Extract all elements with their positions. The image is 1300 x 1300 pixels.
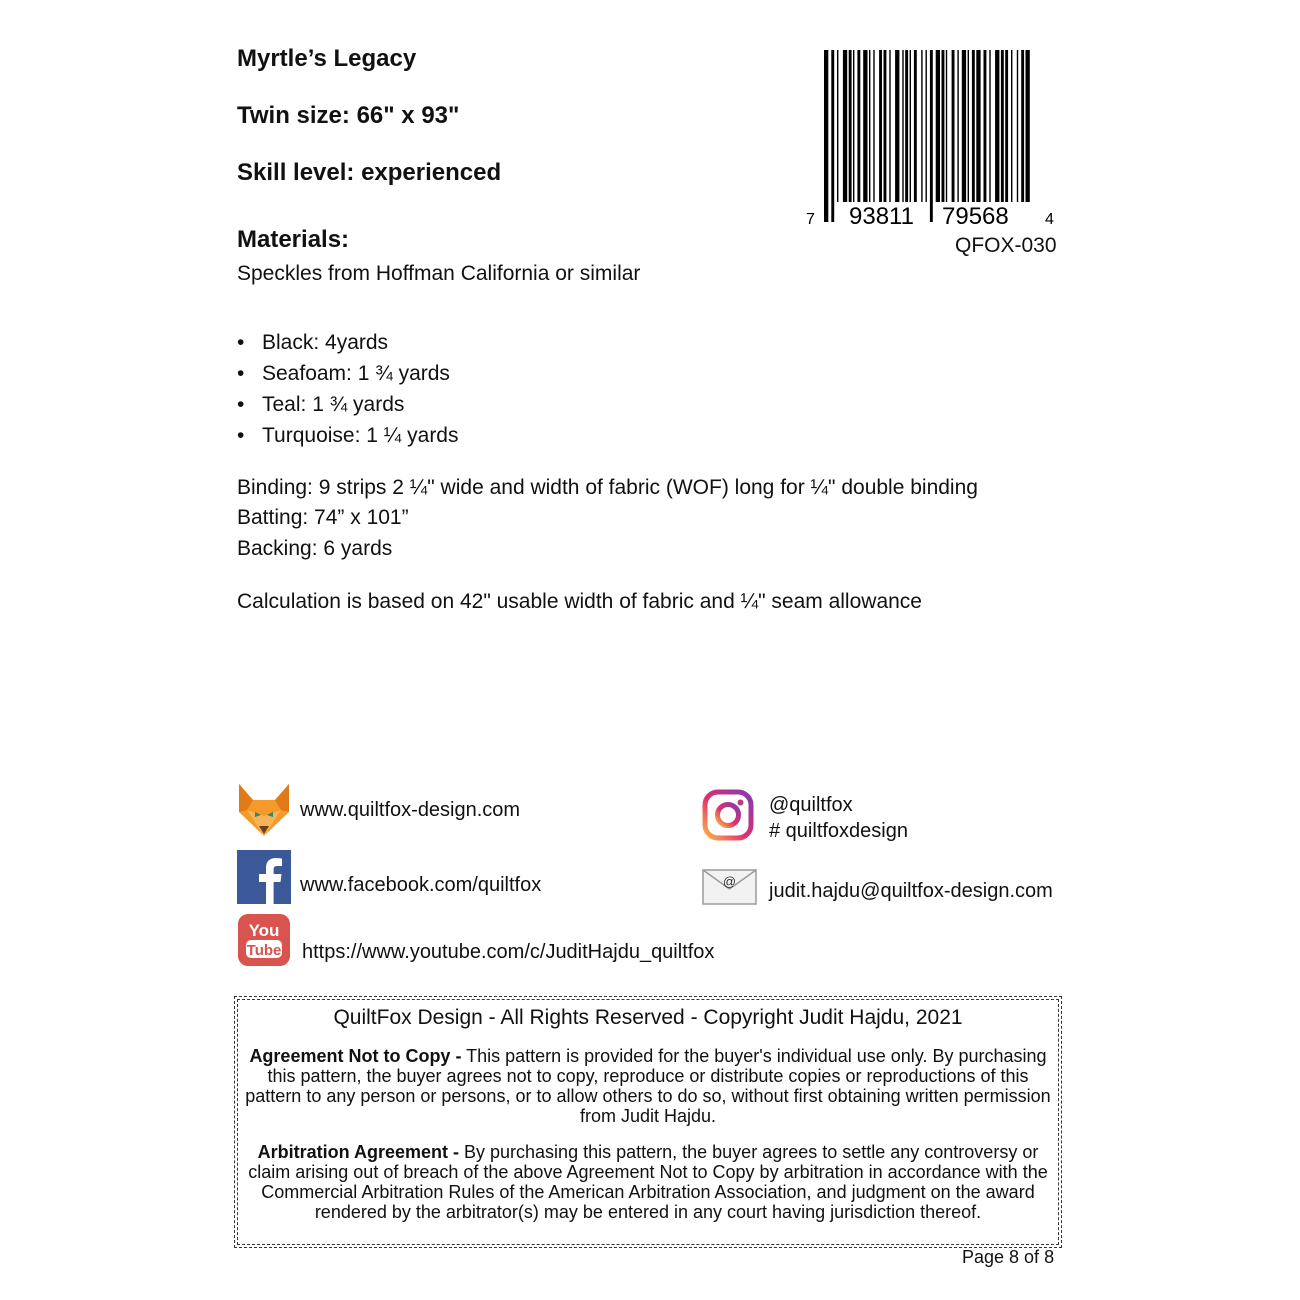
barcode-bar (957, 50, 958, 202)
yardage-black: Black: 4yards (262, 331, 389, 354)
youtube-link[interactable]: https://www.youtube.com/c/JuditHajdu_quiltfox (302, 941, 715, 963)
backing-spec: Backing: 6 yards (237, 537, 393, 560)
barcode-digit-check: 4 (1045, 211, 1054, 228)
barcode-bar (1026, 50, 1030, 202)
barcode-bar (824, 50, 828, 222)
barcode-bar (984, 50, 987, 202)
yardage-list (237, 330, 459, 454)
no-copy-title: Agreement Not to Copy - (249, 1046, 462, 1066)
instagram-handle[interactable]: @quiltfox (769, 794, 853, 816)
barcode-bar (930, 50, 933, 222)
yardage-teal: Teal: 1 ¾ yards (262, 393, 405, 416)
batting-spec: Batting: 74” x 101” (237, 506, 409, 529)
barcode-bar (946, 50, 947, 202)
barcode-bar (869, 50, 870, 202)
barcode-bar (831, 50, 834, 222)
list-item (237, 392, 459, 423)
no-copy-text: This pattern is provided for the buyer's individual use only. By purchasing this pattern, the buyer agrees not to copy, reproduce or distribute copies or reproductions of this pattern to any person or persons, or to allow others to do so, without first obtaining written permission from Judit Hajdu. (245, 1046, 1051, 1126)
list-item (237, 361, 459, 392)
barcode-bar (914, 50, 917, 202)
barcode-bar (1021, 50, 1024, 202)
youtube-logo-text: Tube (246, 942, 282, 959)
facebook-icon[interactable] (237, 850, 291, 904)
fabric-source: Speckles from Hoffman California or similar (237, 262, 641, 285)
list-item (237, 423, 459, 454)
barcode-bar (1011, 50, 1012, 202)
barcode-bar (942, 50, 945, 202)
mail-at-symbol: @ (722, 874, 737, 889)
website-link[interactable]: www.quiltfox-design.com (300, 799, 521, 821)
barcode-digits-left: 93811 (849, 203, 914, 230)
barcode-bar (989, 50, 990, 202)
arbitration-text: By purchasing this pattern, the buyer agrees to settle any controversy or claim arising out of breach of the above Agreement Not to Copy by arbitration in accordance with the Commercial Arbitration Rules of the American Arbitration Association, and judgment on the award rendered by the arbitrator(s) may be entered in any court having jurisdiction thereof. (248, 1142, 1048, 1222)
barcode-bar (995, 50, 999, 202)
no-copy-agreement (238, 1046, 1058, 1126)
copyright-line: QuiltFox Design - All Rights Reserved - Copyright Judit Hajdu, 2021 (333, 1006, 963, 1029)
barcode-bar (905, 50, 908, 202)
instagram-hashtag: # quiltfoxdesign (769, 820, 908, 842)
barcode-digits-right: 79568 (942, 203, 1009, 230)
fox-logo-icon (237, 784, 291, 838)
binding-spec: Binding: 9 strips 2 ¼" wide and width of fabric (WOF) long for ¼" double binding (237, 476, 978, 499)
bullet-glyph: • (237, 331, 245, 354)
yardage-turquoise: Turquoise: 1 ¼ yards (262, 424, 459, 447)
materials-heading: Materials: (237, 226, 350, 253)
barcode-bar (884, 50, 887, 202)
barcode-bar (853, 50, 854, 202)
barcode-bar (863, 50, 867, 202)
barcode-bar (1001, 50, 1004, 202)
page-number: Page 8 of 8 (962, 1247, 1055, 1267)
instagram-icon[interactable] (702, 789, 754, 841)
barcode-bar (849, 50, 852, 202)
calculation-note: Calculation is based on 42" usable width of fabric and ¼" seam allowance (237, 590, 922, 613)
facebook-link[interactable]: www.facebook.com/quiltfox (300, 874, 542, 896)
bullet-glyph: • (237, 393, 245, 416)
barcode-bar (873, 50, 874, 202)
yardage-seafoam: Seafoam: 1 ¾ yards (262, 362, 450, 385)
barcode-bar (843, 50, 847, 202)
arbitration-title: Arbitration Agreement - (257, 1142, 460, 1162)
barcode-bar (910, 50, 911, 202)
barcode-bar (976, 50, 980, 202)
list-item (237, 330, 459, 361)
skill-level: Skill level: experienced (237, 159, 502, 186)
product-code: QFOX-030 (955, 234, 1057, 257)
barcode-bar (1017, 50, 1018, 202)
barcode-bar (936, 50, 940, 202)
barcode (806, 50, 1066, 230)
barcode-bar (902, 50, 903, 202)
barcode-bar (857, 50, 860, 202)
barcode-bar (1005, 50, 1008, 202)
barcode-bar (837, 50, 838, 202)
arbitration-agreement (238, 1142, 1058, 1222)
barcode-bar (921, 50, 922, 202)
barcode-bar (968, 50, 969, 202)
bullet-glyph: • (237, 424, 245, 447)
youtube-icon[interactable] (237, 913, 291, 967)
barcode-bar (889, 50, 890, 202)
envelope-icon (702, 869, 757, 905)
bullet-glyph: • (237, 362, 245, 385)
barcode-bar (972, 50, 975, 202)
barcode-bar (952, 50, 955, 202)
barcode-bar (926, 50, 927, 202)
email-link[interactable]: judit.hajdu@quiltfox-design.com (769, 880, 1053, 902)
youtube-logo-text: You (248, 921, 280, 940)
barcode-bar (879, 50, 882, 202)
barcode-bar (962, 50, 966, 202)
barcode-digit-lead: 7 (806, 211, 815, 228)
legal-notice (237, 999, 1059, 1245)
pattern-title: Myrtle’s Legacy (237, 45, 417, 72)
quilt-size: Twin size: 66" x 93" (237, 102, 460, 129)
barcode-bar (895, 50, 899, 202)
